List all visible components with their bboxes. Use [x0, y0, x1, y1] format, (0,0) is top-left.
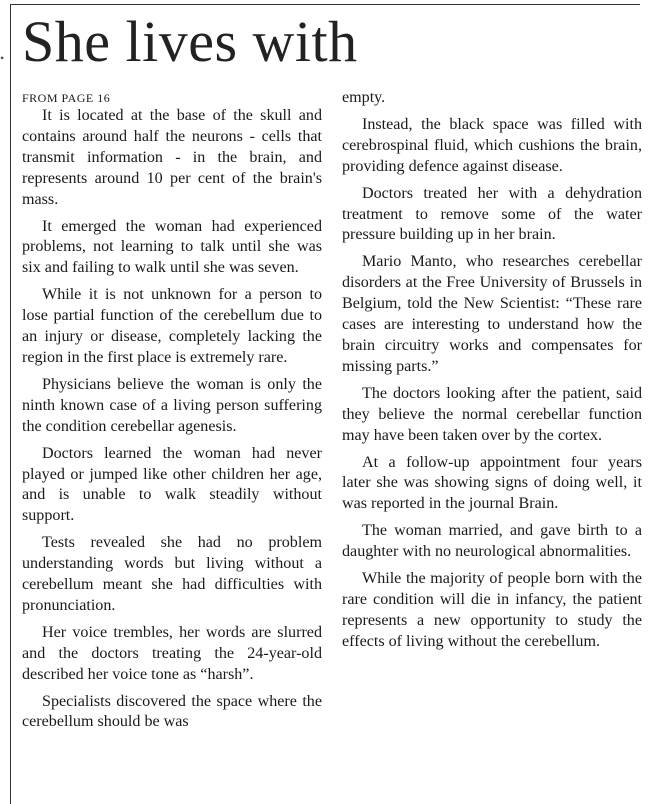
paragraph: At a follow-up appointment four years later she was showing signs of doing well, it was reported in the journal Brain. [342, 453, 642, 513]
headline: She lives with [22, 9, 358, 74]
page-margin-mark: • [0, 51, 5, 65]
paragraph: Tests revealed she had no problem understanding words but living without a cerebellum meant she had difficulties with pronunciation. [22, 534, 322, 614]
paragraph: While it is not unknown for a person to lose partial function of the cerebellum due to an injury or disease, completely lacking the region in the first place is extremely rare. [22, 286, 322, 366]
left-rule [10, 4, 11, 804]
paragraph: Doctors learned the woman had never played or jumped like other children her age, and is unable to walk steadily without support. [22, 444, 322, 525]
paragraph: It is located at the base of the skull and contains around half the neurons - cells that transmit information - in the brain, and represents around 10 per cent of the brain's mass. [22, 107, 322, 208]
paragraph: It emerged the woman had experienced problems, not learning to talk until she was six and failing to walk until she was seven. [22, 217, 322, 277]
top-rule [10, 4, 640, 5]
continuation-kicker: FROM PAGE 16 [22, 91, 111, 105]
paragraph: Her voice trembles, her words are slurred and the doctors treating the 24-year-old described her voice tone as “harsh”. [22, 623, 322, 683]
paragraph: The woman married, and gave birth to a daughter with no neurological abnormalities. [342, 522, 642, 561]
paragraph: Instead, the black space was filled with cerebrospinal fluid, which cushions the brain, providing defence against disease. [342, 115, 642, 175]
article-column-left [22, 88, 322, 739]
paragraph: Doctors treated her with a dehydration treatment to remove some of the water pressure building up in her brain. [342, 184, 642, 244]
paragraph-continued: empty. [342, 89, 386, 106]
paragraph: The doctors looking after the patient, said they believe the normal cerebellar function may have been taken over by the cortex. [342, 384, 642, 444]
article-column-right [342, 88, 642, 659]
paragraph: Mario Manto, who researches cerebellar disorders at the Free University of Brussels in Belgium, told the New Scientist: “These rare cases are interesting to understand how the brain circuitry works and compensates for missing parts.” [342, 253, 642, 375]
paragraph: Specialists discovered the space where the cerebellum should be was [22, 692, 322, 731]
paragraph: Physicians believe the woman is only the ninth known case of a living person suffering the condition cerebellar agenesis. [22, 375, 322, 435]
paragraph: While the majority of people born with the rare condition will die in infancy, the patient represents a new opportunity to study the effects of living without the cerebellum. [342, 570, 642, 650]
